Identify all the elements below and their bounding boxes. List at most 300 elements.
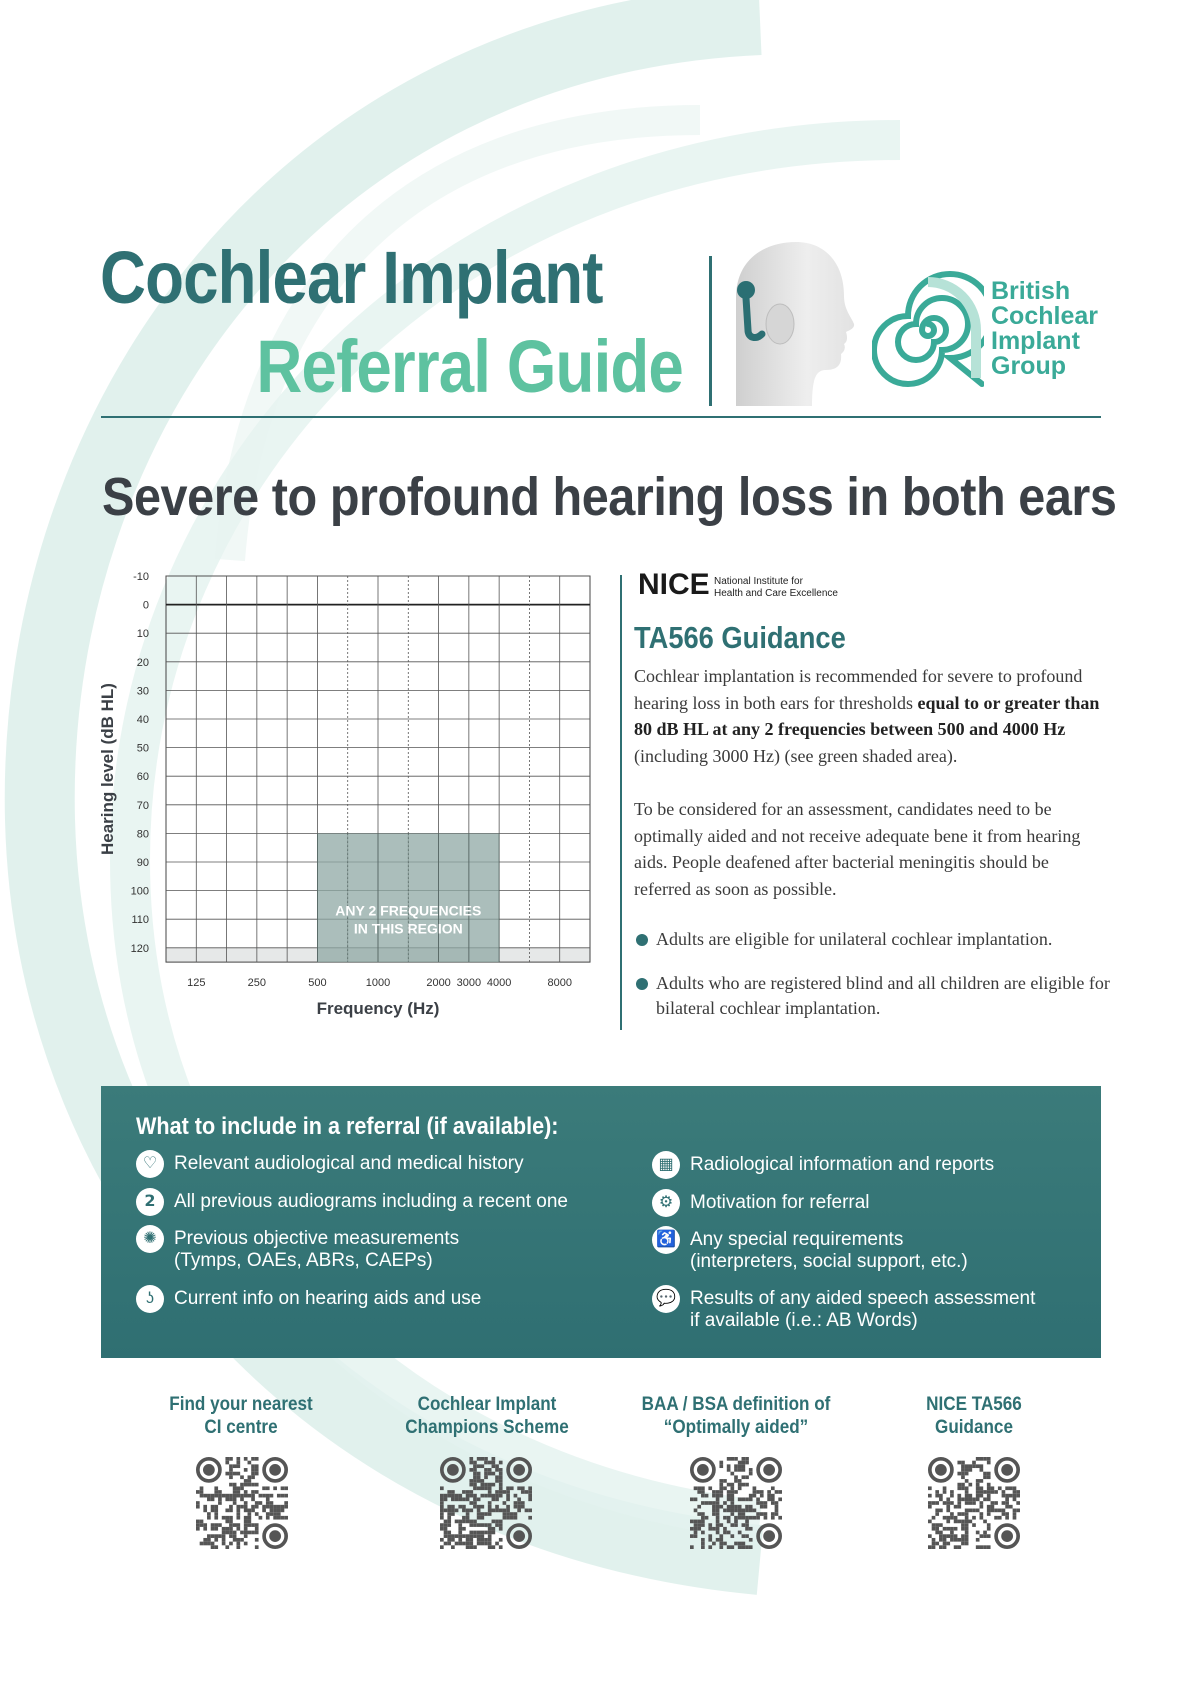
- qr-module: [719, 1505, 723, 1509]
- qr-module: [233, 1531, 237, 1535]
- qr-module: [248, 1509, 252, 1513]
- qr-module: [225, 1520, 229, 1524]
- qr-module: [251, 1490, 255, 1494]
- qr-module: [236, 1523, 240, 1527]
- guidance-bullet: [634, 971, 1126, 1021]
- qr-module: [499, 1527, 503, 1531]
- qr-module: [462, 1505, 466, 1509]
- qr-module: [694, 1531, 698, 1535]
- qr-module: [251, 1494, 255, 1498]
- qr-module: [451, 1545, 455, 1549]
- qr-module: [229, 1516, 233, 1520]
- qr-module: [455, 1542, 459, 1546]
- qr-module: [462, 1527, 466, 1531]
- qr-module: [447, 1523, 451, 1527]
- qr-module: [514, 1501, 518, 1505]
- qr-module: [525, 1490, 529, 1494]
- qr-module: [270, 1505, 274, 1509]
- title-line-1: Cochlear Implant: [100, 236, 603, 319]
- qr-module: [730, 1512, 734, 1516]
- qr-module: [1002, 1501, 1006, 1505]
- qr-module: [756, 1512, 760, 1516]
- qr-module: [749, 1468, 753, 1472]
- qr-module: [972, 1497, 976, 1501]
- qr-module: [495, 1509, 499, 1513]
- qr-module: [745, 1457, 749, 1461]
- qr-module: [1002, 1512, 1006, 1516]
- qr-module: [480, 1457, 484, 1461]
- qr-module: [734, 1523, 738, 1527]
- qr-module: [965, 1479, 969, 1483]
- qr-module: [255, 1505, 259, 1509]
- qr-module: [255, 1523, 259, 1527]
- qr-module: [954, 1545, 958, 1549]
- qr-module: [211, 1505, 215, 1509]
- qr-module: [1013, 1509, 1017, 1513]
- qr-module: [255, 1531, 259, 1535]
- qr-module: [972, 1523, 976, 1527]
- qr-module: [255, 1538, 259, 1542]
- qr-module: [462, 1516, 466, 1520]
- qr-module: [466, 1542, 470, 1546]
- qr-label-line: Champions Scheme: [405, 1417, 569, 1438]
- qr-module: [236, 1494, 240, 1498]
- qr-module: [1013, 1512, 1017, 1516]
- qr-module: [961, 1527, 965, 1531]
- qr-module: [738, 1464, 742, 1468]
- qr-module: [943, 1516, 947, 1520]
- qr-module: [484, 1538, 488, 1542]
- qr-module: [514, 1505, 518, 1509]
- qr-module: [980, 1516, 984, 1520]
- referral-item-text: Any special requirements: [690, 1229, 904, 1250]
- qr-module: [939, 1538, 943, 1542]
- qr-module: [987, 1475, 991, 1479]
- qr-module: [207, 1542, 211, 1546]
- qr-module: [248, 1461, 252, 1465]
- qr-module: [480, 1464, 484, 1468]
- qr-module: [767, 1490, 771, 1494]
- qr-module: [466, 1545, 470, 1549]
- qr-module: [469, 1542, 473, 1546]
- qr-module: [727, 1497, 731, 1501]
- qr-module: [273, 1516, 277, 1520]
- y-tick-label: 60: [136, 771, 149, 784]
- qr-module: [444, 1494, 448, 1498]
- y-tick-label: 90: [136, 857, 149, 869]
- qr-module: [742, 1464, 746, 1468]
- qr-module: [742, 1468, 746, 1472]
- qr-module: [506, 1512, 510, 1516]
- qr-module: [727, 1494, 731, 1498]
- qr-module: [961, 1542, 965, 1546]
- qr-module: [961, 1464, 965, 1468]
- qr-module: [229, 1527, 233, 1531]
- qr-module: [444, 1527, 448, 1531]
- qr-module: [980, 1490, 984, 1494]
- qr-module: [499, 1461, 503, 1465]
- qr-module: [980, 1464, 984, 1468]
- x-tick-label: 500: [308, 977, 327, 990]
- qr-module: [935, 1490, 939, 1494]
- qr-module: [987, 1490, 991, 1494]
- qr-module: [723, 1516, 727, 1520]
- qr-module: [484, 1475, 488, 1479]
- qr-module: [697, 1490, 701, 1494]
- qr-module: [716, 1501, 720, 1505]
- qr-module: [697, 1512, 701, 1516]
- qr-module: [716, 1512, 720, 1516]
- qr-module: [716, 1505, 720, 1509]
- qr-module: [488, 1512, 492, 1516]
- qr-module: [976, 1531, 980, 1535]
- qr-module: [488, 1468, 492, 1472]
- qr-module: [469, 1509, 473, 1513]
- qr-module: [727, 1468, 731, 1472]
- qr-module: [510, 1516, 514, 1520]
- qr-module: [980, 1468, 984, 1472]
- qr-module: [705, 1516, 709, 1520]
- qr-module: [218, 1501, 222, 1505]
- qr-module: [972, 1464, 976, 1468]
- qr-module: [976, 1494, 980, 1498]
- qr-module: [273, 1509, 277, 1513]
- qr-module: [760, 1494, 764, 1498]
- qr-module: [499, 1468, 503, 1472]
- region-label: IN THIS REGION: [353, 920, 463, 937]
- qr-module: [244, 1516, 248, 1520]
- qr-module: [440, 1523, 444, 1527]
- qr-code[interactable]: [440, 1457, 532, 1549]
- qr-module: [484, 1472, 488, 1476]
- qr-module: [447, 1534, 451, 1538]
- qr-module: [492, 1527, 496, 1531]
- qr-module: [723, 1509, 727, 1513]
- qr-module: [200, 1486, 204, 1490]
- qr-module: [771, 1516, 775, 1520]
- qr-module: [251, 1497, 255, 1501]
- qr-module: [492, 1464, 496, 1468]
- qr-module: [778, 1516, 782, 1520]
- qr-label-line: NICE TA566: [926, 1394, 1022, 1415]
- qr-module: [983, 1531, 987, 1535]
- qr-module: [466, 1497, 470, 1501]
- qr-module: [778, 1490, 782, 1494]
- qr-module: [270, 1501, 274, 1505]
- qr-module: [708, 1538, 712, 1542]
- qr-module: [506, 1505, 510, 1509]
- qr-module: [236, 1516, 240, 1520]
- qr-module: [233, 1486, 237, 1490]
- qr-module: [447, 1509, 451, 1513]
- qr-module: [477, 1516, 481, 1520]
- qr-module: [1002, 1494, 1006, 1498]
- qr-module: [225, 1494, 229, 1498]
- qr-finder-dot: [697, 1464, 709, 1476]
- qr-code[interactable]: [196, 1457, 288, 1549]
- qr-module: [444, 1509, 448, 1513]
- qr-module: [229, 1523, 233, 1527]
- qr-module: [236, 1509, 240, 1513]
- qr-module: [745, 1520, 749, 1524]
- qr-module: [957, 1512, 961, 1516]
- x-tick-label: 250: [247, 977, 267, 990]
- qr-module: [203, 1523, 207, 1527]
- qr-module: [954, 1505, 958, 1509]
- qr-module: [214, 1523, 218, 1527]
- qr-module: [932, 1501, 936, 1505]
- qr-module: [251, 1468, 255, 1472]
- qr-module: [775, 1501, 779, 1505]
- qr-module: [492, 1545, 496, 1549]
- qr-module: [225, 1457, 229, 1461]
- qr-module: [484, 1461, 488, 1465]
- qr-module: [244, 1520, 248, 1524]
- qr-module: [473, 1468, 477, 1472]
- qr-module: [1013, 1516, 1017, 1520]
- qr-module: [701, 1501, 705, 1505]
- qr-module: [528, 1494, 532, 1498]
- qr-module: [495, 1523, 499, 1527]
- qr-module: [701, 1523, 705, 1527]
- qr-module: [248, 1479, 252, 1483]
- heart-icon: ♡: [136, 1150, 164, 1178]
- qr-module: [440, 1516, 444, 1520]
- qr-module: [469, 1523, 473, 1527]
- qr-module: [495, 1520, 499, 1524]
- qr-module: [495, 1464, 499, 1468]
- qr-module: [965, 1497, 969, 1501]
- qr-module: [499, 1475, 503, 1479]
- qr-module: [976, 1497, 980, 1501]
- qr-module: [255, 1483, 259, 1487]
- qr-module: [229, 1542, 233, 1546]
- qr-module: [950, 1512, 954, 1516]
- qr-module: [998, 1486, 1002, 1490]
- qr-module: [939, 1545, 943, 1549]
- qr-module: [255, 1512, 259, 1516]
- qr-module: [998, 1516, 1002, 1520]
- qr-module: [222, 1494, 226, 1498]
- bullet-dot: [636, 978, 648, 990]
- qr-module: [1009, 1486, 1013, 1490]
- qr-module: [749, 1527, 753, 1531]
- qr-module: [506, 1494, 510, 1498]
- qr-module: [284, 1516, 288, 1520]
- qr-module: [488, 1505, 492, 1509]
- qr-module: [987, 1457, 991, 1461]
- qr-module: [727, 1545, 731, 1549]
- qr-module: [950, 1534, 954, 1538]
- qr-module: [991, 1490, 995, 1494]
- org-name-line: Group: [991, 352, 1066, 380]
- qr-module: [514, 1512, 518, 1516]
- qr-module: [987, 1509, 991, 1513]
- qr-module: [701, 1520, 705, 1524]
- qr-module: [965, 1523, 969, 1527]
- x-tick-label: 1000: [365, 977, 391, 990]
- qr-module: [694, 1486, 698, 1490]
- qr-module: [980, 1457, 984, 1461]
- qr-module: [262, 1494, 266, 1498]
- qr-module: [701, 1531, 705, 1535]
- xray-icon: ▦: [652, 1151, 680, 1179]
- qr-module: [983, 1475, 987, 1479]
- qr-module: [701, 1490, 705, 1494]
- qr-module: [517, 1497, 521, 1501]
- qr-module: [954, 1520, 958, 1524]
- qr-module: [521, 1486, 525, 1490]
- qr-module: [214, 1509, 218, 1513]
- qr-module: [734, 1509, 738, 1513]
- y-axis-label: Hearing level (dB HL): [98, 683, 117, 856]
- qr-module: [225, 1531, 229, 1535]
- qr-module: [480, 1483, 484, 1487]
- qr-module: [214, 1494, 218, 1498]
- y-tick-label: 110: [131, 914, 149, 927]
- qr-code[interactable]: [690, 1457, 782, 1549]
- qr-module: [946, 1520, 950, 1524]
- qr-module: [1005, 1486, 1009, 1490]
- qr-module: [694, 1527, 698, 1531]
- qr-module: [719, 1494, 723, 1498]
- qr-module: [968, 1468, 972, 1472]
- qr-module: [451, 1494, 455, 1498]
- qr-module: [225, 1497, 229, 1501]
- qr-module: [473, 1523, 477, 1527]
- qr-module: [211, 1527, 215, 1531]
- region-label: ANY 2 FREQUENCIES: [335, 902, 482, 919]
- qr-module: [218, 1534, 222, 1538]
- qr-module: [484, 1542, 488, 1546]
- qr-module: [694, 1509, 698, 1513]
- qr-module: [229, 1531, 233, 1535]
- nice-logo: NICE: [638, 568, 710, 601]
- qr-module: [251, 1509, 255, 1513]
- qr-module: [965, 1490, 969, 1494]
- qr-module: [484, 1512, 488, 1516]
- qr-module: [495, 1490, 499, 1494]
- ear-icon: ʖ: [136, 1285, 164, 1313]
- qr-module: [229, 1534, 233, 1538]
- bullet-text: Adults who are registered blind and all children are eligible for bilateral cochlear implantation.: [656, 973, 1110, 1018]
- qr-module: [965, 1516, 969, 1520]
- qr-module: [218, 1490, 222, 1494]
- qr-module: [440, 1527, 444, 1531]
- qr-finder-dot: [763, 1530, 775, 1542]
- qr-module: [488, 1461, 492, 1465]
- qr-module: [473, 1475, 477, 1479]
- referral-item-text: All previous audiograms including a recent one: [174, 1191, 568, 1212]
- qr-module: [965, 1494, 969, 1498]
- qr-module: [976, 1464, 980, 1468]
- qr-module: [240, 1486, 244, 1490]
- qr-module: [214, 1486, 218, 1490]
- qr-module: [742, 1497, 746, 1501]
- qr-module: [196, 1490, 200, 1494]
- qr-module: [229, 1509, 233, 1513]
- qr-module: [207, 1534, 211, 1538]
- qr-module: [935, 1531, 939, 1535]
- qr-module: [273, 1486, 277, 1490]
- qr-module: [972, 1509, 976, 1513]
- qr-module: [943, 1534, 947, 1538]
- qr-module: [207, 1512, 211, 1516]
- qr-module: [506, 1486, 510, 1490]
- qr-module: [240, 1475, 244, 1479]
- qr-module: [222, 1531, 226, 1535]
- qr-module: [251, 1464, 255, 1468]
- org-name: [991, 279, 1098, 379]
- qr-module: [222, 1516, 226, 1520]
- qr-module: [987, 1523, 991, 1527]
- title-line-2: Referral Guide: [256, 325, 683, 408]
- qr-module: [723, 1486, 727, 1490]
- qr-module: [950, 1538, 954, 1542]
- qr-module: [462, 1490, 466, 1494]
- qr-module: [211, 1509, 215, 1513]
- qr-module: [968, 1509, 972, 1513]
- qr-module: [469, 1501, 473, 1505]
- qr-module: [994, 1490, 998, 1494]
- qr-module: [753, 1516, 757, 1520]
- qr-module: [466, 1520, 470, 1524]
- qr-module: [697, 1527, 701, 1531]
- qr-module: [712, 1527, 716, 1531]
- qr-module: [251, 1457, 255, 1461]
- qr-module: [229, 1483, 233, 1487]
- qr-module: [473, 1505, 477, 1509]
- qr-module: [935, 1542, 939, 1546]
- qr-module: [466, 1534, 470, 1538]
- qr-module: [492, 1483, 496, 1487]
- qr-module: [266, 1497, 270, 1501]
- qr-module: [745, 1527, 749, 1531]
- qr-module: [950, 1494, 954, 1498]
- qr-finder-dot: [1001, 1464, 1013, 1476]
- qr-module: [987, 1497, 991, 1501]
- qr-module: [214, 1538, 218, 1542]
- qr-module: [760, 1505, 764, 1509]
- qr-module: [980, 1545, 984, 1549]
- qr-module: [240, 1483, 244, 1487]
- qr-module: [994, 1509, 998, 1513]
- qr-module: [248, 1475, 252, 1479]
- qr-module: [480, 1486, 484, 1490]
- qr-module: [771, 1512, 775, 1516]
- qr-module: [950, 1531, 954, 1535]
- qr-label-line: Find your nearest: [169, 1394, 313, 1415]
- qr-module: [488, 1486, 492, 1490]
- qr-module: [477, 1464, 481, 1468]
- qr-code[interactable]: [928, 1457, 1020, 1549]
- qr-module: [488, 1509, 492, 1513]
- qr-module: [712, 1494, 716, 1498]
- qr-module: [957, 1545, 961, 1549]
- qr-module: [277, 1509, 281, 1513]
- qr-module: [236, 1542, 240, 1546]
- qr-module: [928, 1494, 932, 1498]
- qr-module: [943, 1527, 947, 1531]
- qr-module: [488, 1472, 492, 1476]
- qr-module: [499, 1538, 503, 1542]
- qr-module: [262, 1505, 266, 1509]
- qr-module: [972, 1516, 976, 1520]
- qr-module: [462, 1520, 466, 1524]
- qr-module: [244, 1531, 248, 1535]
- org-name-line: British: [991, 277, 1071, 305]
- qr-module: [968, 1483, 972, 1487]
